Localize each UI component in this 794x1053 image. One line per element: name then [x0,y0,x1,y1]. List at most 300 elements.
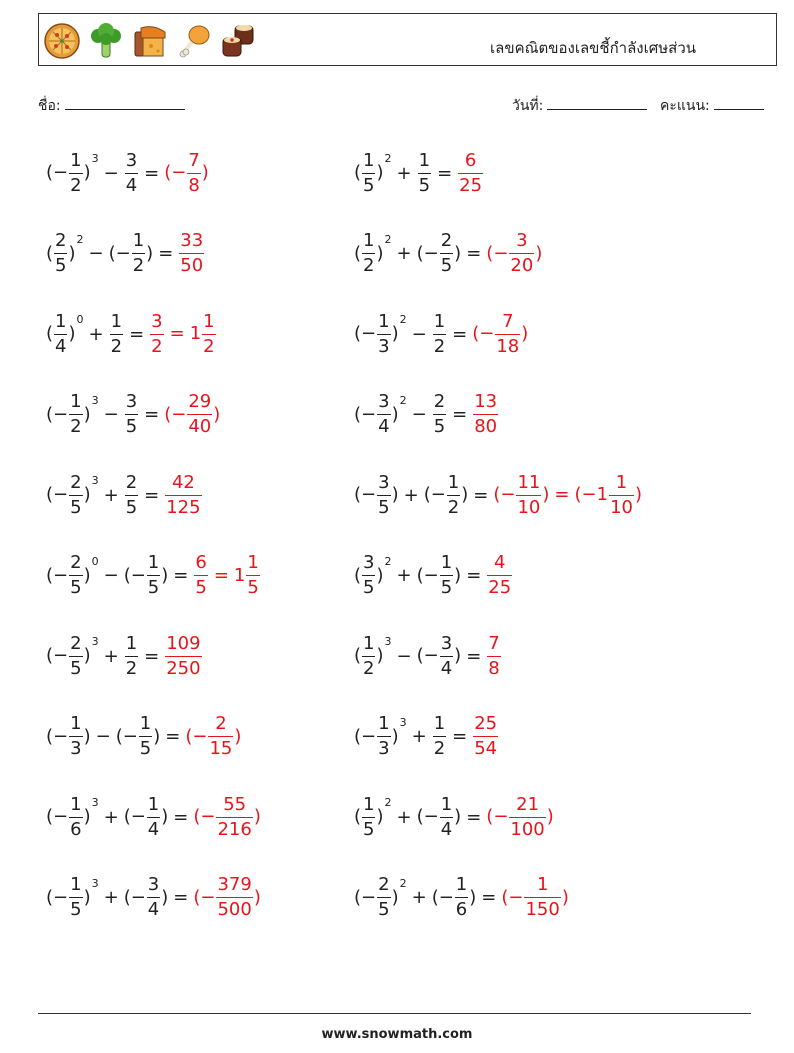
fraction [69,793,82,842]
denominator: 6 [70,818,82,840]
equals-sign: = [144,162,160,184]
fraction [147,873,160,922]
equals-sign: = [466,645,482,667]
problem-4 [354,226,542,282]
operator: + [396,162,412,184]
term [193,793,261,840]
problem-12 [354,548,513,604]
equals-sign: = [173,565,189,586]
operator: − [88,243,104,264]
term [124,390,139,439]
numerator: 2 [378,874,390,895]
fraction [69,390,82,439]
term [354,793,392,842]
denominator: 4 [125,174,138,196]
text-token: ) [454,564,462,586]
text-token: ) [83,806,91,827]
equals-sign: = [473,484,489,506]
numerator: 109 [166,632,201,654]
text-token: 1 [189,323,202,344]
numerator: 6 [464,149,477,171]
denominator: 2 [433,738,446,759]
denominator: 5 [247,577,259,598]
problem-20 [354,870,569,926]
fraction [187,390,212,439]
numerator: 1 [203,310,215,332]
term [354,149,392,198]
equals-sign: = [466,565,482,586]
numerator: 1 [70,391,82,412]
numerator: 1 [433,310,446,332]
text-token: ) [391,484,399,505]
text-token: ( [354,162,362,183]
text-token: ) [376,162,384,183]
fraction [165,632,201,681]
denominator: 4 [440,657,453,679]
text-token: (− [46,162,69,183]
denominator: 18 [496,335,520,357]
text-token: ) [161,886,169,908]
term [432,873,477,922]
answer-16 [472,712,499,761]
fraction [132,229,145,278]
numerator: 25 [474,713,498,734]
denominator: 2 [363,657,375,679]
equals-sign: = [173,887,189,908]
text-token: (− [486,242,509,264]
term [354,229,392,278]
denominator: 3 [378,738,390,759]
footer-url: www.snowmath.com [321,1027,473,1042]
problem-1 [46,145,209,201]
term [424,471,469,520]
operator: + [103,484,119,506]
denominator: 5 [363,577,375,598]
operator: − [103,162,119,184]
exponent: 2 [384,232,392,246]
text-token: (− [193,806,216,827]
term [417,793,462,842]
fraction [246,551,259,600]
operator: + [396,243,412,264]
exponent: 2 [399,876,407,890]
fraction [147,793,160,842]
numerator: 4 [494,552,506,573]
text-token: (− [46,886,69,908]
text-token: (− [46,564,69,586]
answer-19 [193,873,261,922]
term [193,874,261,920]
denominator: 5 [378,496,390,518]
term [417,632,462,681]
numerator: 1 [70,713,82,734]
term [124,149,139,198]
term [164,471,202,518]
denominator: 5 [70,899,82,920]
text-token: (− [431,886,454,908]
text-token: (− [354,403,377,425]
fraction [110,310,123,359]
text-token: (− [164,162,187,183]
exponent: 3 [91,474,99,487]
term [109,229,154,278]
name-blank[interactable] [65,95,185,110]
text-token: ) [454,242,462,264]
text-token: (− [501,886,524,908]
operator: − [103,565,119,586]
denominator: 3 [378,335,390,357]
term [432,390,447,439]
term [354,310,407,359]
exponent: 0 [91,554,99,568]
denominator: 2 [363,255,375,276]
fraction [362,632,375,681]
equals-sign: = [173,806,189,828]
denominator: 10 [517,496,541,518]
text-token: ) [634,484,643,505]
exponent: 3 [384,635,392,648]
numerator: 3 [378,391,390,412]
term [185,713,242,759]
fraction [433,310,446,359]
fraction [69,632,82,681]
text-token: ) [461,484,469,505]
fraction [377,390,390,439]
term [46,793,99,842]
denominator: 40 [188,416,212,437]
header-icons [43,22,257,60]
text-token: ( [354,242,362,264]
text-token: ) [83,645,91,666]
numerator: 379 [217,874,252,895]
denominator: 250 [166,657,201,679]
equals-sign: = [165,726,181,747]
numerator: 1 [70,149,82,171]
term [486,632,501,679]
text-token: (− [108,242,131,264]
term [149,310,164,357]
fraction [377,471,390,520]
text-token: ) [376,806,384,827]
denominator: 5 [125,496,138,518]
text-token: ) [454,806,462,827]
denominator: 4 [147,899,160,920]
problem-7 [46,387,220,443]
term [354,712,407,761]
answer-8 [472,390,499,439]
text-token: ( [354,564,362,586]
text-token: ( [46,242,54,264]
fraction [487,551,512,600]
numerator: 1 [363,793,375,815]
denominator: 216 [217,818,252,840]
term [574,471,643,518]
answer-7 [164,390,220,439]
numerator: 29 [188,391,212,412]
text-token: (− [46,806,69,827]
fraction [69,551,82,600]
text-token: (− [423,484,446,505]
denominator: 80 [474,416,498,437]
text-token: ) [469,886,477,908]
fraction [440,632,453,681]
numerator: 1 [147,552,160,573]
sushi-roll-icon [219,22,257,60]
operator: − [103,404,119,425]
numerator: 3 [363,552,375,573]
fraction [69,471,82,520]
denominator: 25 [488,577,512,598]
answer-14 [486,632,501,681]
fraction [455,873,468,922]
exponent: 2 [399,313,407,326]
term [46,149,99,198]
answer-11 [193,551,260,600]
numerator: 1 [363,230,375,251]
answer-17 [193,793,261,842]
term [193,552,208,598]
operator: + [103,645,119,667]
denominator: 4 [55,335,67,357]
footer-divider [38,1013,751,1014]
term [189,310,217,357]
fraction [440,229,453,278]
numerator: 2 [70,471,82,493]
date-blank[interactable] [547,95,647,110]
denominator: 2 [70,174,82,196]
numerator: 1 [440,793,453,815]
equals-sign: = [144,484,160,506]
equals-sign: = [452,323,468,345]
term [472,713,499,759]
operator: + [403,484,419,506]
text-token: ) [146,242,154,264]
equals-sign: = [144,404,160,425]
operator: + [396,806,412,828]
fraction [165,471,201,520]
term [354,471,399,520]
term [354,390,407,439]
denominator: 5 [418,174,431,196]
denominator: 8 [488,657,500,679]
answer-6 [472,310,528,359]
equals-sign: = [452,726,468,747]
denominator: 5 [363,174,375,196]
text-token: (− [416,806,439,827]
term [124,793,169,842]
text-token: ) [213,403,221,425]
answer-15 [185,712,241,761]
term [46,632,99,681]
exponent: 3 [91,152,99,165]
numerator: 2 [70,552,82,573]
term [486,793,554,840]
denominator: 5 [70,577,82,598]
term [457,149,484,196]
text-token: ) [376,564,384,586]
exponent: 2 [76,232,84,246]
date-field [512,95,647,117]
fraction [69,712,82,761]
problem-14 [354,628,502,684]
denominator: 5 [70,657,82,679]
numerator: 1 [70,793,82,815]
text-token: (−1 [574,484,609,505]
text-token: (− [354,886,377,908]
numerator: 2 [440,230,453,251]
denominator: 5 [195,577,207,598]
name-field [38,95,185,117]
fraction [216,793,252,842]
problem-19 [46,870,261,926]
fraction [202,310,215,359]
term [46,551,99,600]
fraction [54,229,67,278]
denominator: 20 [510,255,534,276]
denominator: 125 [166,496,201,518]
denominator: 3 [70,738,82,759]
fraction [516,471,541,520]
exponent: 0 [76,313,84,326]
denominator: 5 [139,738,152,759]
score-label: คะแนน: [660,98,710,114]
answer-12 [486,551,513,600]
numerator: 1 [363,632,375,654]
text-token: ) [253,806,261,827]
term [472,310,529,357]
fraction [377,712,390,761]
equals-sign: = [481,887,497,908]
text-token: (− [493,484,516,505]
operator: + [103,806,119,828]
denominator: 150 [525,899,560,920]
denominator: 8 [188,174,200,196]
term [354,873,407,922]
term [46,873,99,922]
denominator: 6 [455,899,468,920]
text-token: ) [391,403,399,425]
denominator: 4 [147,818,160,840]
numerator: 1 [363,149,375,171]
broccoli-icon [87,22,125,60]
fraction [473,712,498,761]
term [493,471,550,518]
denominator: 2 [447,496,460,518]
operator: = [213,564,229,586]
text-token: (− [123,886,146,908]
term [164,149,209,196]
text-token: (− [416,564,439,586]
denominator: 50 [180,255,204,276]
numerator: 21 [516,793,540,815]
text-token: ) [546,806,554,827]
name-label: ชื่อ: [38,98,61,114]
term [354,632,392,681]
fraction [524,873,560,922]
score-blank[interactable] [714,95,764,110]
fraction [458,149,483,198]
numerator: 55 [223,793,247,815]
operator: + [103,887,119,908]
fraction [440,551,453,600]
term [486,230,543,276]
denominator: 4 [440,818,453,840]
denominator: 25 [459,174,483,196]
exponent: 2 [384,796,392,809]
pizza-icon [43,22,81,60]
denominator: 100 [510,818,545,840]
text-token: ) [391,725,399,747]
fraction [139,712,152,761]
operator: − [411,404,427,425]
text-token: ) [161,564,169,586]
numerator: 1 [125,632,138,654]
equals-sign: = [158,243,174,264]
numerator: 42 [171,471,195,493]
text-token: ) [376,242,384,264]
fraction [609,471,634,520]
denominator: 2 [125,657,138,679]
term [472,391,499,437]
drumstick-icon [175,22,213,60]
fraction [150,310,163,359]
equals-sign: = [129,323,145,345]
numerator: 33 [180,230,204,251]
problem-6 [354,306,528,362]
operator: = [554,484,570,505]
problem-10 [354,467,642,523]
term [432,712,447,761]
numerator: 1 [378,713,390,734]
operator: + [396,565,412,586]
text-token: (− [416,645,439,666]
numerator: 11 [517,471,541,493]
numerator: 1 [247,552,259,573]
exponent: 3 [91,876,99,890]
equals-sign: = [452,404,468,425]
numerator: 2 [125,471,138,493]
text-token: ) [454,645,462,666]
fraction [216,873,252,922]
term [417,229,462,278]
answer-13 [164,632,202,681]
denominator: 5 [55,255,67,276]
fraction [447,471,460,520]
term [46,229,84,278]
term [432,310,447,359]
term [46,471,99,520]
operator: = [169,323,185,344]
denominator: 2 [70,416,82,437]
numerator: 3 [147,874,160,895]
term [46,390,99,439]
text-token: ) [234,725,242,747]
term [354,551,392,600]
numerator: 7 [188,149,200,171]
text-token: (− [123,806,146,827]
numerator: 2 [55,230,67,251]
term [124,551,169,600]
fraction [125,390,138,439]
denominator: 4 [378,416,390,437]
fraction [362,551,375,600]
term [46,712,91,761]
answer-1 [164,149,209,198]
text-token: ) [83,403,91,425]
fraction [495,310,520,359]
term [124,471,139,520]
fraction [509,793,545,842]
